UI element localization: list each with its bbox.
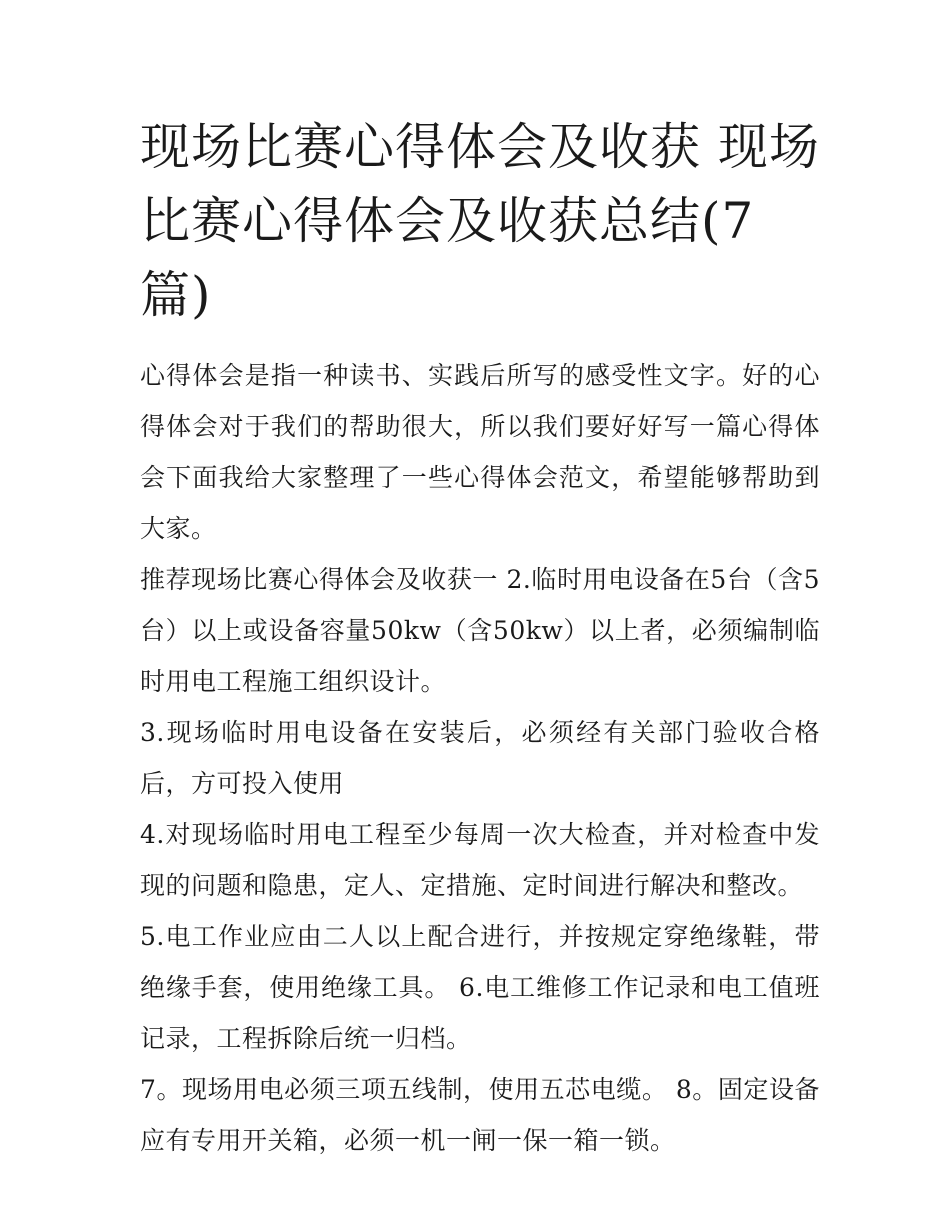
document-page xyxy=(140,110,820,1166)
paragraph-item-3: 3.现场临时用电设备在安装后，必须经有关部门验收合格后，方可投入使用 xyxy=(140,718,820,798)
paragraph-item-7-8: 7。现场用电必须三项五线制，使用五芯电缆。 8。固定设备应有专用开关箱，必须一机一闸一保一箱一锁。 xyxy=(140,1075,820,1155)
paragraph-item-5-6: 5.电工作业应由二人以上配合进行，并按规定穿绝缘鞋，带绝缘手套，使用绝缘工具。 6.电工维修工作记录和电工值班记录，工程拆除后统一归档。 xyxy=(140,922,820,1053)
paragraph-intro: 心得体会是指一种读书、实践后所写的感受性文字。好的心得体会对于我们的帮助很大，所以我们要好好写一篇心得体会下面我给大家整理了一些心得体会范文，希望能够帮助到大家。 xyxy=(140,361,820,543)
paragraph-item-4: 4.对现场临时用电工程至少每周一次大检查，并对检查中发现的问题和隐患，定人、定措施、定时间进行解决和整改。 xyxy=(140,820,820,900)
paragraph-item-2: 推荐现场比赛心得体会及收获一 2.临时用电设备在5台（含5台）以上或设备容量50kw（含50kw）以上者，必须编制临时用电工程施工组织设计。 xyxy=(140,565,820,696)
document-title: 现场比赛心得体会及收获 现场比赛心得体会及收获总结(7篇) xyxy=(140,118,820,324)
